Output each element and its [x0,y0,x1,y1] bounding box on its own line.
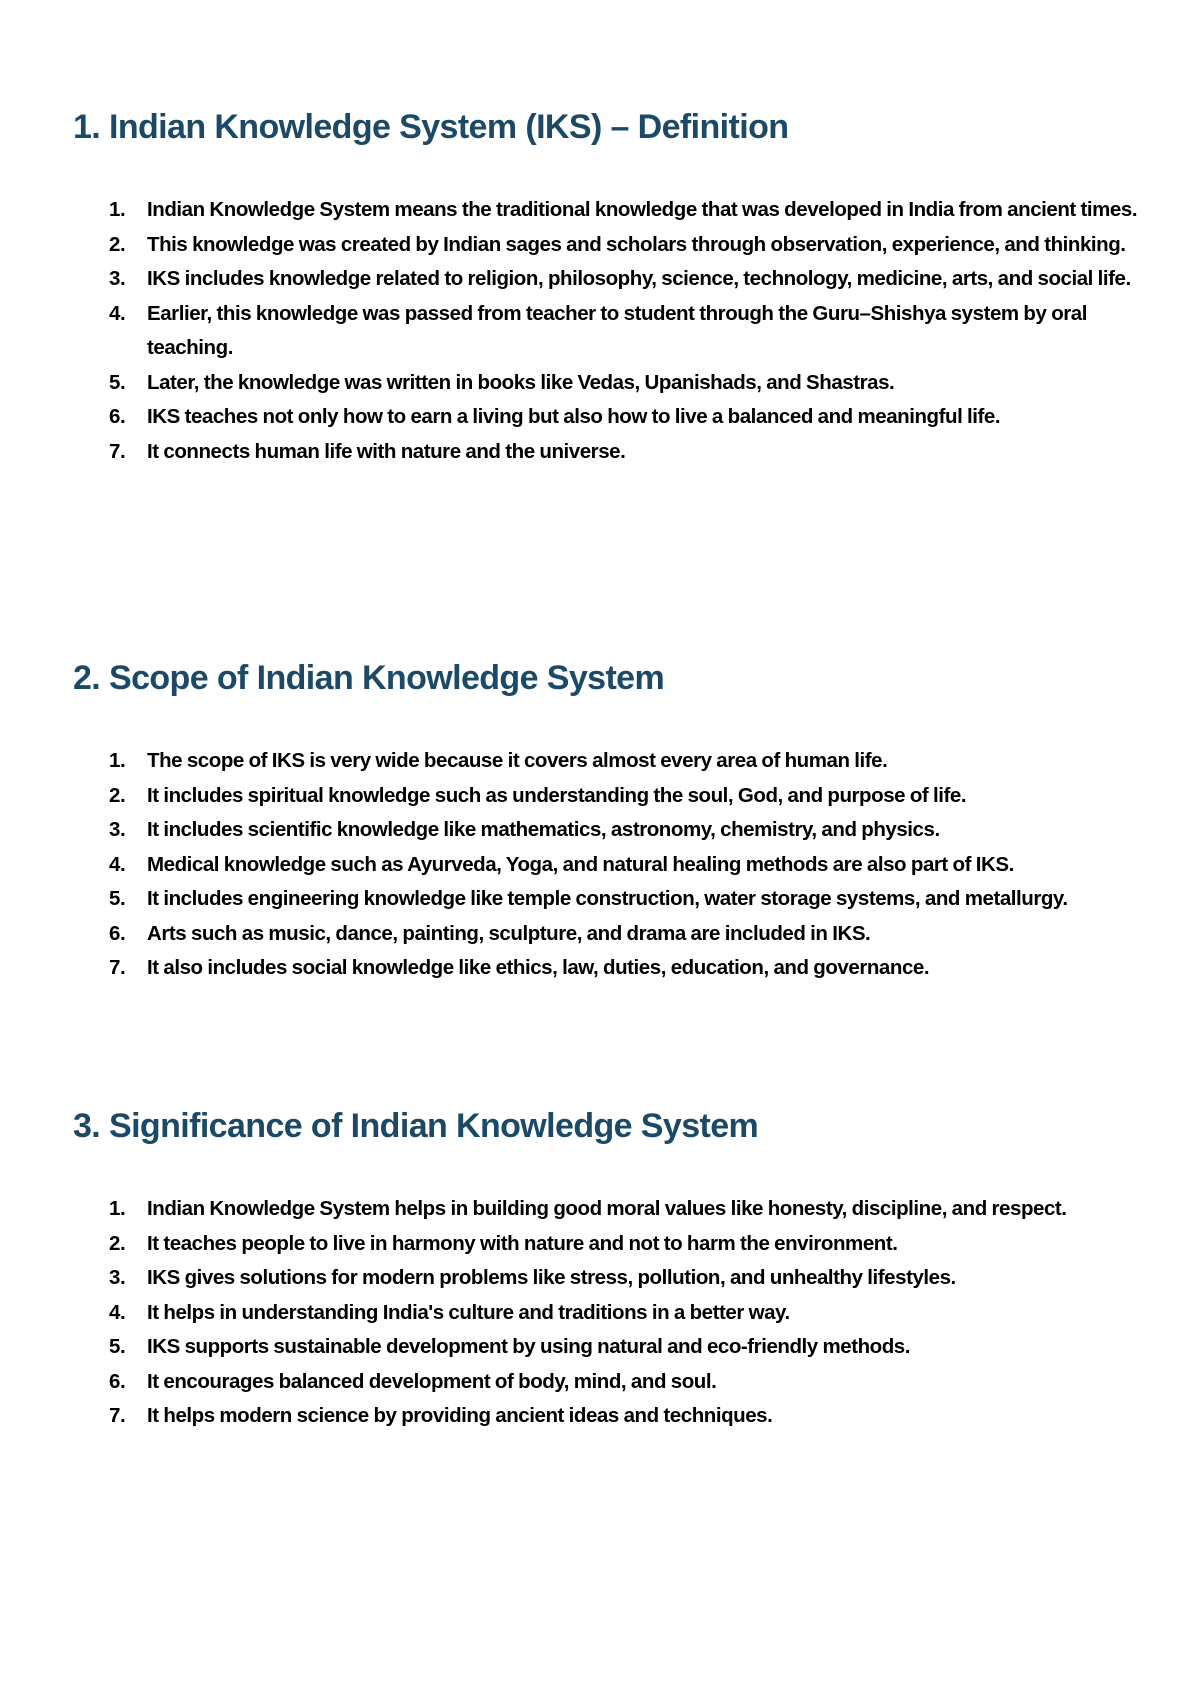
list-item-text: Indian Knowledge System helps in building good moral values like honesty, discipline, and respect. [147,1197,1067,1220]
list-item-number: 7. [109,956,126,979]
list-item-text: Medical knowledge such as Ayurveda, Yoga, and natural healing methods are also part of IKS. [147,852,1014,876]
list-item [73,366,1153,401]
list-item-text: It includes engineering knowledge like temple construction, water storage systems, and metallurgy. [147,887,1068,910]
list-item-number: 4. [109,852,126,876]
list-item-number: 6. [109,1369,126,1393]
list-item-number: 7. [109,439,126,463]
list-item [73,1192,1153,1227]
list-item [73,1399,1153,1434]
list-item-text: It teaches people to live in harmony with nature and not to harm the environment. [147,1231,898,1255]
list-item [73,1261,1153,1296]
list-item [73,848,1153,883]
list-item-text: It includes spiritual knowledge such as understanding the soul, God, and purpose of life. [147,783,967,807]
list-item-text: It helps modern science by providing ancient ideas and techniques. [147,1404,773,1427]
list-item [73,779,1153,814]
list-item [73,1296,1153,1331]
list-item-number: 3. [109,1266,126,1289]
list-item-text: IKS gives solutions for modern problems like stress, pollution, and unhealthy lifestyles. [147,1266,956,1289]
section-scope [73,658,1153,986]
list-item-text: Indian Knowledge System means the traditional knowledge that was developed in India from ancient times. [147,198,1138,221]
section-definition [73,107,1153,469]
section-heading: 2. Scope of Indian Knowledge System [73,659,665,697]
list-item-text [147,302,1087,360]
list-item-number: 2. [109,783,126,807]
list-item-number: 1. [109,198,126,221]
text-run: Earlier, this knowledge was passed from teacher to student through the [147,301,813,325]
section-heading: 3. Significance of Indian Knowledge System [73,1107,759,1145]
list-item [73,297,1153,366]
list-item [73,228,1153,263]
list-item-number: 3. [109,818,126,841]
numbered-list [73,193,1153,469]
list-item-number: 3. [109,267,126,290]
section-heading: 1. Indian Knowledge System (IKS) – Definition [73,108,789,146]
list-item-number: 2. [109,1231,126,1255]
list-item [73,882,1153,917]
list-item-number: 4. [109,301,126,325]
list-item-text: It encourages balanced development of body, mind, and soul. [147,1369,717,1393]
list-item [73,917,1153,952]
list-item [73,262,1153,297]
list-item-text: It also includes social knowledge like ethics, law, duties, education, and governance. [147,956,930,979]
text-run: by oral teaching. [147,301,1087,359]
list-item-text: It helps in understanding India's culture and traditions in a better way. [147,1300,790,1324]
numbered-list [73,1192,1153,1434]
list-item [73,193,1153,228]
list-item-text: It includes scientific knowledge like mathematics, astronomy, chemistry, and physics. [147,818,940,841]
list-item-number: 6. [109,405,126,428]
list-item-text: IKS supports sustainable development by using natural and eco-friendly methods. [147,1335,911,1358]
section-significance [73,1106,1153,1434]
list-item-number: 6. [109,921,126,945]
list-item-number: 5. [109,887,126,910]
list-item-text: The scope of IKS is very wide because it covers almost every area of human life. [147,749,888,772]
list-item-number: 5. [109,1335,126,1358]
list-item-number: 5. [109,370,126,394]
list-item-text: IKS teaches not only how to earn a living but also how to live a balanced and meaningful life. [147,405,1001,428]
emphasis-guru-shishya: Guru–Shishya system [812,301,1019,325]
list-item-number: 4. [109,1300,126,1324]
list-item [73,1330,1153,1365]
list-item-number: 1. [109,1197,126,1220]
list-item [73,400,1153,435]
list-item-number: 2. [109,232,126,256]
list-item [73,744,1153,779]
list-item [73,435,1153,470]
list-item-text: It connects human life with nature and the universe. [147,439,626,463]
numbered-list [73,744,1153,986]
list-item [73,813,1153,848]
list-item-text: IKS includes knowledge related to religion, philosophy, science, technology, medicine, arts, and social life. [147,267,1131,290]
list-item-text: Later, the knowledge was written in books like Vedas, Upanishads, and Shastras. [147,370,895,394]
list-item-text: Arts such as music, dance, painting, sculpture, and drama are included in IKS. [147,921,871,945]
list-item [73,1227,1153,1262]
list-item-text: This knowledge was created by Indian sages and scholars through observation, experience, and thinking. [147,232,1126,256]
list-item-number: 1. [109,749,126,772]
list-item-number: 7. [109,1404,126,1427]
list-item [73,951,1153,986]
list-item [73,1365,1153,1400]
